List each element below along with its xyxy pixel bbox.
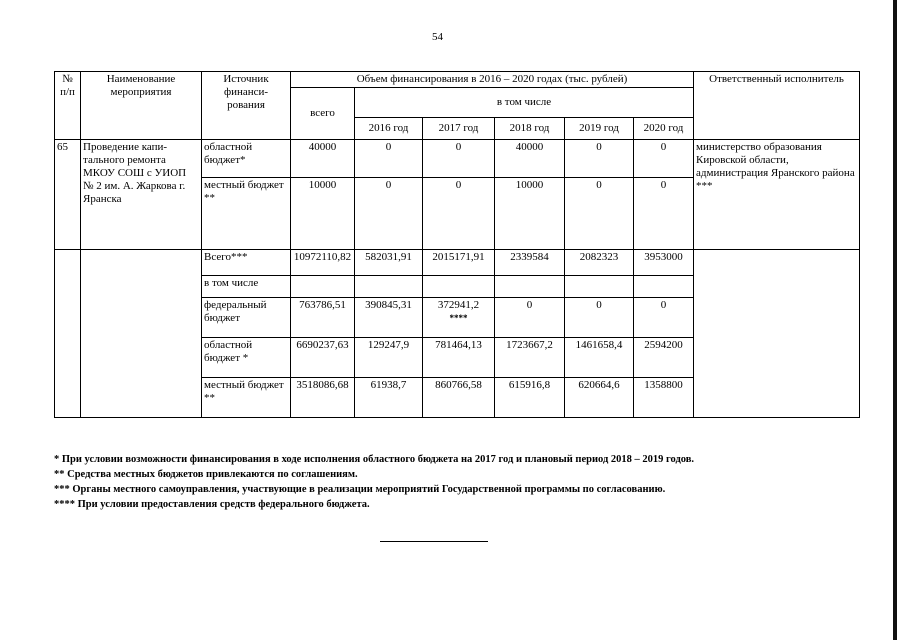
value-cell: 0 bbox=[495, 298, 565, 338]
value-cell: 61938,7 bbox=[355, 378, 423, 418]
source-cell: областной бюджет * bbox=[202, 338, 291, 378]
scan-edge-bar bbox=[893, 0, 897, 640]
value-cell: 390845,31 bbox=[355, 298, 423, 338]
empty-cell bbox=[694, 250, 860, 418]
source-cell: местный бюджет ** bbox=[202, 178, 291, 250]
value-cell: 0 bbox=[634, 140, 694, 178]
header-responsible: Ответственный исполнитель bbox=[694, 72, 860, 140]
source-cell: Всего*** bbox=[202, 250, 291, 276]
footnote: * При условии возможности финансирования в ходе исполнения областного бюджета на 2017 год и плановый период 2018 – 2019 годов. bbox=[54, 454, 695, 465]
empty-cell bbox=[55, 250, 81, 418]
value-cell: 2082323 bbox=[565, 250, 634, 276]
footnote: ** Средства местных бюджетов привлекаются по соглашениям. bbox=[54, 469, 358, 480]
item-responsible: министерство образования Кировской области, администрация Яранского района *** bbox=[694, 140, 860, 250]
header-source: Источник финанси- рования bbox=[202, 72, 291, 140]
value-cell: 0 bbox=[355, 178, 423, 250]
empty-cell bbox=[291, 276, 355, 298]
value-cell: 40000 bbox=[291, 140, 355, 178]
separator-line bbox=[380, 541, 488, 542]
source-cell: областной бюджет* bbox=[202, 140, 291, 178]
value-cell: 2015171,91 bbox=[423, 250, 495, 276]
summary-total-row bbox=[55, 250, 860, 276]
value-cell: 0 bbox=[634, 178, 694, 250]
page-number: 54 bbox=[432, 31, 443, 43]
header-including: в том числе bbox=[355, 88, 694, 118]
item-65-regional-row bbox=[55, 140, 860, 178]
item-number: 65 bbox=[55, 140, 81, 250]
footnote-mark: **** bbox=[449, 313, 468, 323]
value-cell: 0 bbox=[355, 140, 423, 178]
value-cell: 0 bbox=[565, 178, 634, 250]
value-cell: 860766,58 bbox=[423, 378, 495, 418]
header-name: Наименование мероприятия bbox=[81, 72, 202, 140]
value-cell: 763786,51 bbox=[291, 298, 355, 338]
value-cell: 781464,13 bbox=[423, 338, 495, 378]
value-cell: 3953000 bbox=[634, 250, 694, 276]
value-text: 372941,2 bbox=[437, 299, 480, 311]
empty-cell bbox=[423, 276, 495, 298]
empty-cell bbox=[495, 276, 565, 298]
value-cell: 0 bbox=[423, 178, 495, 250]
value-cell: 0 bbox=[423, 140, 495, 178]
item-name: Проведение капи- тального ремонта МКОУ СОШ с УИОП № 2 им. А. Жаркова г. Яранска bbox=[81, 140, 202, 250]
value-cell: 2594200 bbox=[634, 338, 694, 378]
footnote: *** Органы местного самоуправления, участвующие в реализации мероприятий Государственной программы по согласованию. bbox=[54, 484, 666, 495]
empty-cell bbox=[565, 276, 634, 298]
header-total: всего bbox=[291, 88, 355, 140]
value-cell: 0 bbox=[634, 298, 694, 338]
header-year-2018: 2018 год bbox=[495, 118, 565, 140]
source-cell: федеральный бюджет bbox=[202, 298, 291, 338]
value-cell: 0 bbox=[565, 298, 634, 338]
value-cell-with-note bbox=[423, 298, 495, 338]
footnotes bbox=[54, 452, 854, 512]
empty-cell bbox=[81, 250, 202, 418]
header-row-1 bbox=[55, 72, 860, 88]
header-num: № п/п bbox=[55, 72, 81, 140]
value-cell: 10000 bbox=[495, 178, 565, 250]
header-year-2017: 2017 год bbox=[423, 118, 495, 140]
value-cell: 129247,9 bbox=[355, 338, 423, 378]
value-cell: 2339584 bbox=[495, 250, 565, 276]
value-cell: 0 bbox=[565, 140, 634, 178]
value-cell: 40000 bbox=[495, 140, 565, 178]
empty-cell bbox=[634, 276, 694, 298]
header-year-2020: 2020 год bbox=[634, 118, 694, 140]
value-cell: 3518086,68 bbox=[291, 378, 355, 418]
header-year-2016: 2016 год bbox=[355, 118, 423, 140]
value-cell: 10972110,82 bbox=[291, 250, 355, 276]
including-label: в том числе bbox=[202, 276, 291, 298]
value-cell: 1723667,2 bbox=[495, 338, 565, 378]
value-cell: 10000 bbox=[291, 178, 355, 250]
value-cell: 615916,8 bbox=[495, 378, 565, 418]
header-year-2019: 2019 год bbox=[565, 118, 634, 140]
footnote: **** При условии предоставления средств федерального бюджета. bbox=[54, 499, 370, 510]
source-cell: местный бюджет ** bbox=[202, 378, 291, 418]
value-cell: 620664,6 bbox=[565, 378, 634, 418]
value-cell: 1461658,4 bbox=[565, 338, 634, 378]
value-cell: 6690237,63 bbox=[291, 338, 355, 378]
empty-cell bbox=[355, 276, 423, 298]
value-cell: 1358800 bbox=[634, 378, 694, 418]
value-cell: 582031,91 bbox=[355, 250, 423, 276]
header-funding: Объем финансирования в 2016 – 2020 годах (тыс. рублей) bbox=[291, 72, 694, 88]
funding-table bbox=[54, 71, 860, 418]
